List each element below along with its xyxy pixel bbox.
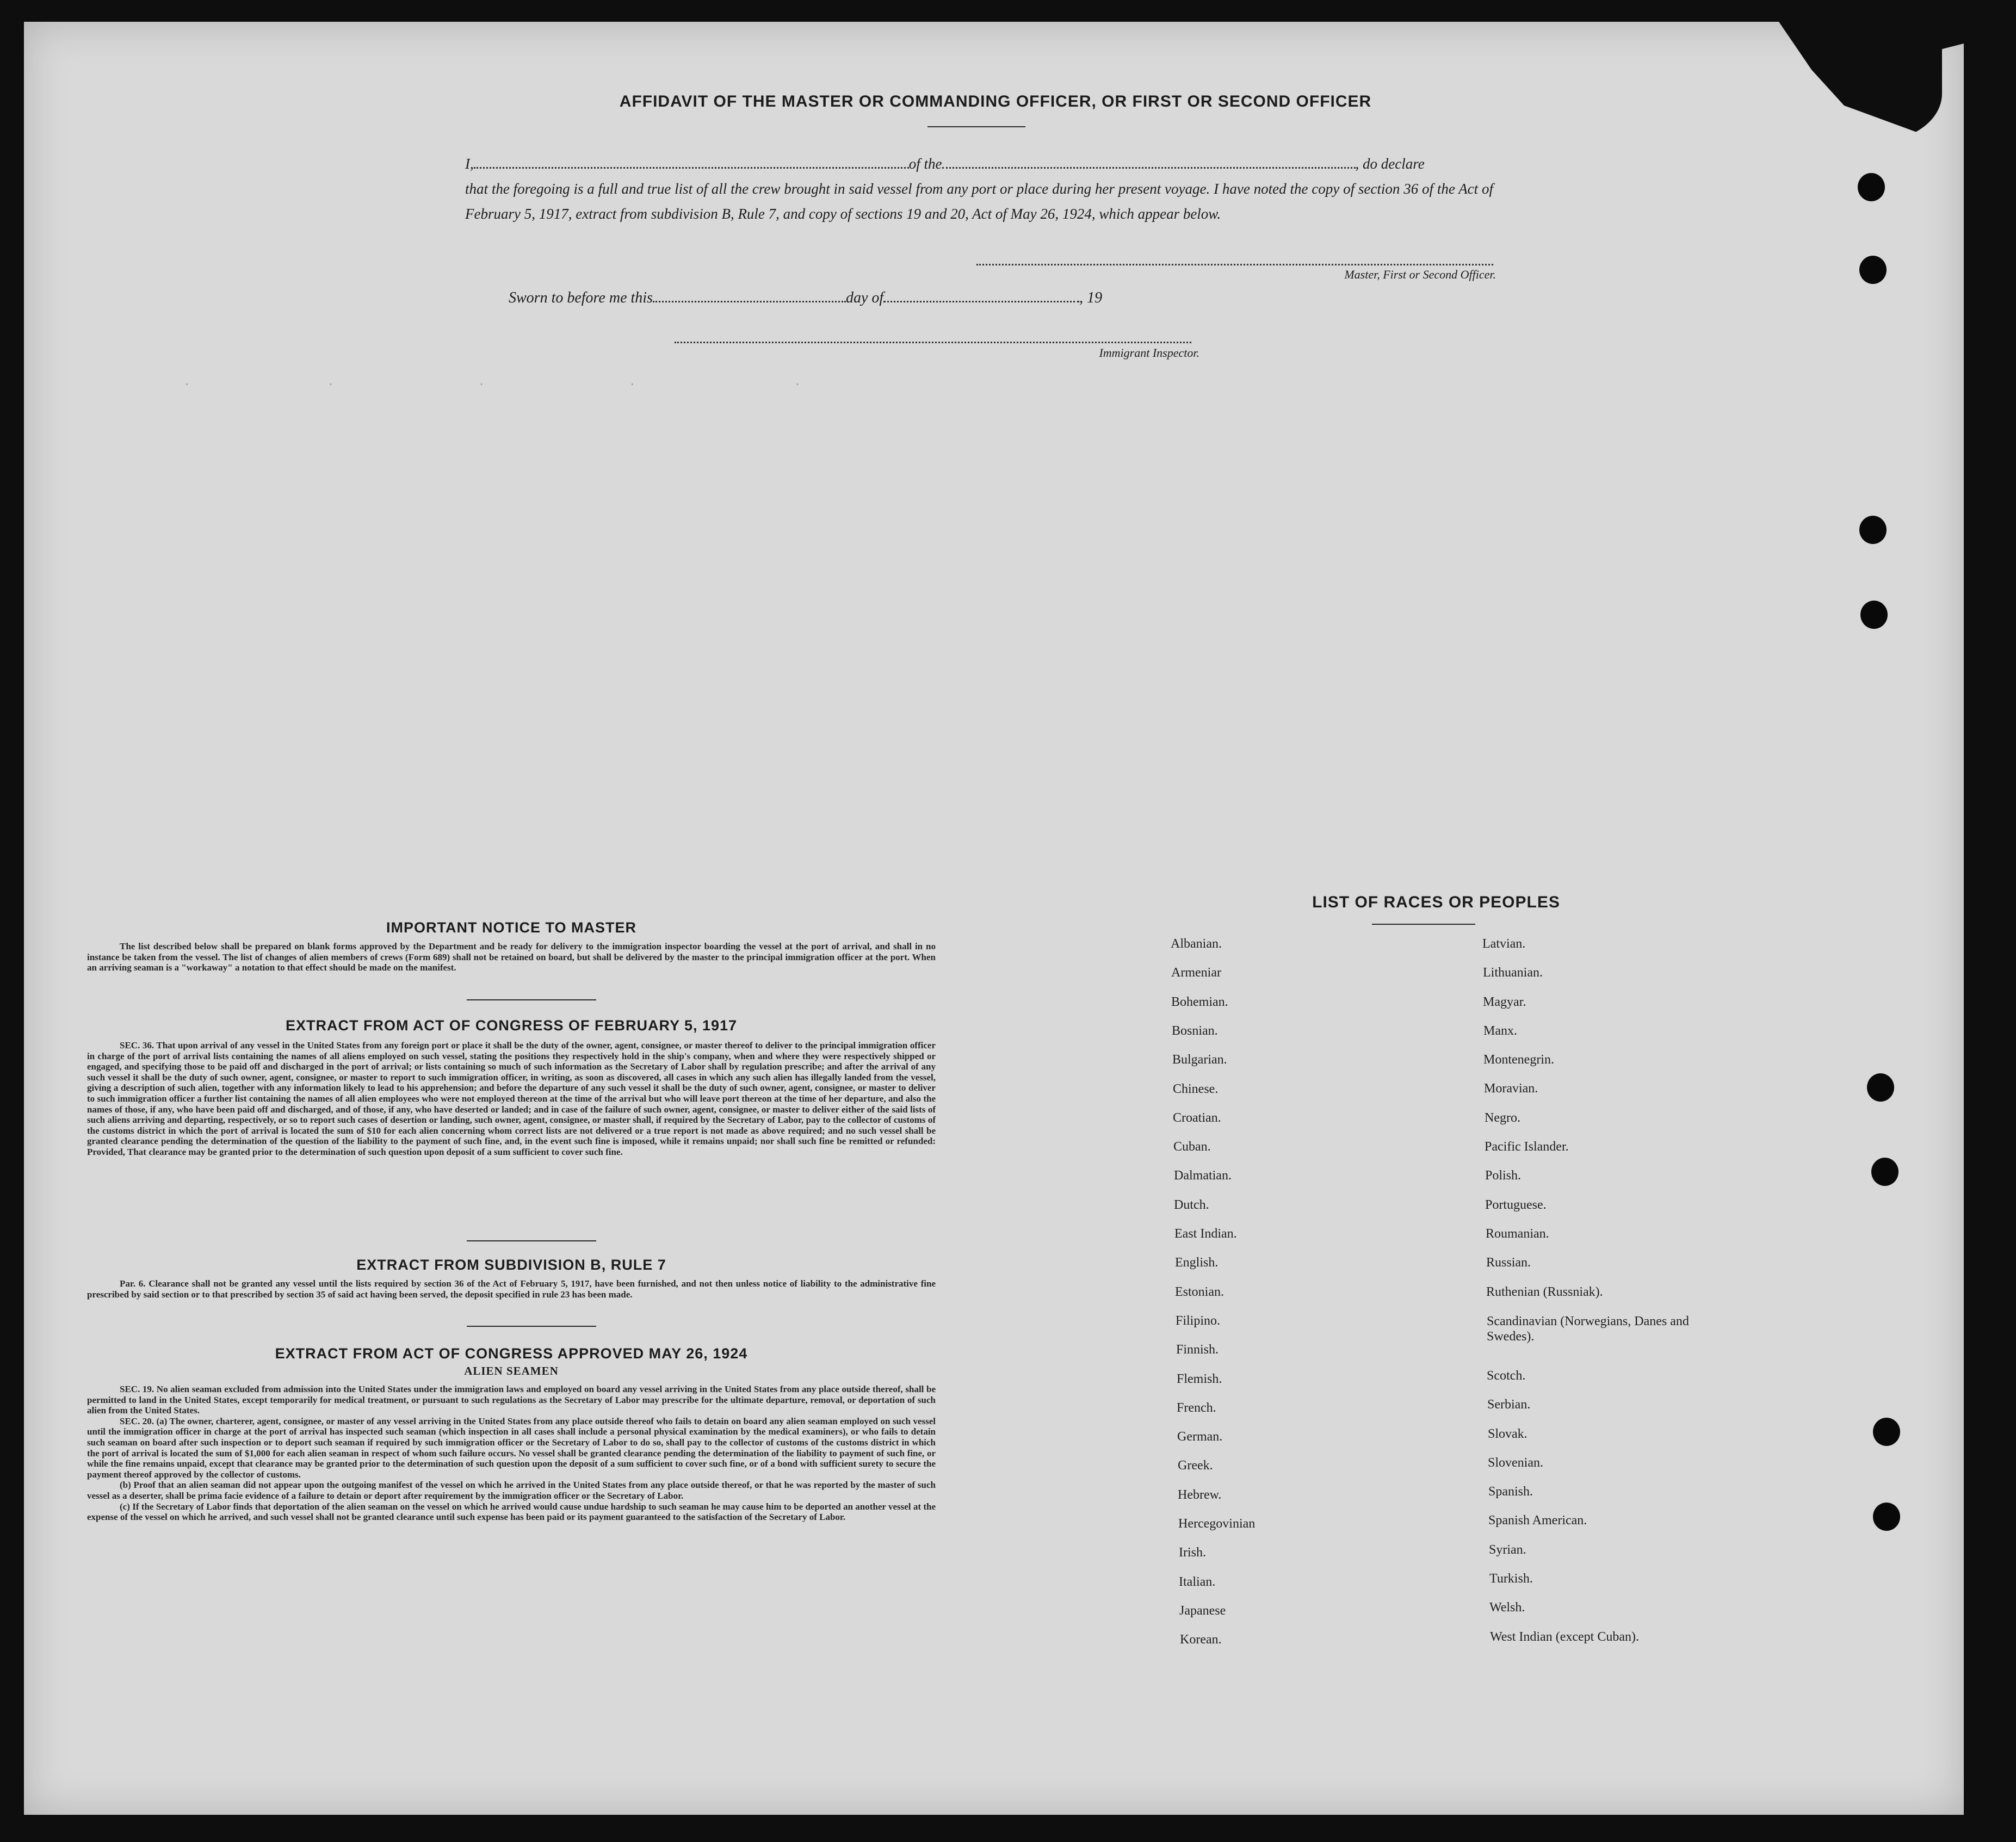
race-item: East Indian. (1174, 1227, 1237, 1241)
affidavit-declare: , do declare (1355, 156, 1425, 172)
signature-caption: Master, First or Second Officer. (1344, 268, 1496, 281)
punch-hole (1859, 256, 1887, 284)
race-item: Bosnian. (1172, 1024, 1218, 1038)
race-item: Manx. (1483, 1024, 1517, 1038)
race-item: Magyar. (1483, 995, 1526, 1009)
race-item: French. (1177, 1401, 1216, 1415)
extract-1917-text (87, 1040, 936, 1158)
divider (467, 1326, 596, 1327)
sworn-year: , 19 (1079, 289, 1103, 306)
race-item: Slovak. (1488, 1427, 1528, 1441)
section-20b-paragraph: (b) Proof that an alien seaman did not appear upon the outgoing manifest of the vessel on which he arrived in the United States from any place outside thereof, or that he was reported by the master of such vessel as a deserter, shall be prima facie evidence of a failure to detain or deport after requirement by the immigration officer or the Secretary of Labor. (87, 1480, 936, 1501)
race-item: Turkish. (1489, 1572, 1533, 1586)
race-item: Armeniar (1171, 966, 1221, 980)
race-item: Roumanian. (1486, 1227, 1549, 1241)
race-item: English. (1175, 1256, 1219, 1270)
affidavit-body (465, 151, 1493, 226)
race-item: Italian. (1179, 1575, 1216, 1589)
races-title: LIST OF RACES OR PEOPLES (1312, 893, 1560, 911)
race-item: Cuban. (1173, 1140, 1211, 1154)
race-item: Montenegrin. (1483, 1053, 1554, 1067)
race-item: Scotch. (1487, 1369, 1526, 1383)
divider (467, 999, 596, 1000)
divider (467, 1240, 596, 1241)
name-blank (474, 156, 909, 169)
race-item: Bohemian. (1171, 995, 1228, 1009)
rule-7-text (87, 1278, 936, 1300)
race-item: Spanish. (1488, 1485, 1533, 1499)
race-item: Japanese (1179, 1604, 1226, 1618)
race-item: Lithuanian. (1483, 966, 1543, 980)
sworn-prefix: Sworn to before me this (509, 289, 653, 306)
race-item: Finnish. (1176, 1343, 1219, 1357)
affidavit-of-the: of the (908, 156, 942, 172)
race-item: Negro. (1485, 1111, 1520, 1125)
race-item: Irish. (1179, 1546, 1206, 1560)
affidavit-i: I, (465, 156, 474, 172)
inspector-signature-line (675, 342, 1191, 343)
race-item: Latvian. (1482, 937, 1526, 951)
punch-hole (1860, 601, 1888, 629)
punch-hole (1858, 173, 1885, 201)
notice-text (87, 941, 936, 973)
race-item: Scandinavian (Norwegians, Danes and Swedes). (1487, 1314, 1689, 1344)
notice-title: IMPORTANT NOTICE TO MASTER (386, 919, 636, 936)
section-20a-paragraph: SEC. 20. (a) The owner, charterer, agent, consignee, or master of any vessel arriving in the United States from any place outside thereof who fails to detain on board any alien seaman employed on such vessel until the immigration officer in charge at the port of arrival has inspected such seaman (which inspection in all cases shall include a personal physical examination by the medical examiners), or who fails to detain such seaman on board after such inspection or to deport such seaman if required by such immigration officer or the Secretary of Labor to do so, shall pay to the collector of customs of the customs district in which the port of arrival is located the sum of $1,000 for each alien seaman in respect of whom such failure occurs. No vessel shall be granted clearance pending the determination of the liability to payment of such fine, or while the fine remains unpaid, except that clearance may be granted prior to the determination of such question upon the deposit of a sum sufficient to cover such fine, or of a bond with sufficient surety to secure the payment thereof approved by the collector of customs. (87, 1416, 936, 1480)
alien-seamen-subtitle: ALIEN SEAMEN (464, 1364, 559, 1377)
race-item: Serbian. (1487, 1398, 1531, 1412)
sworn-month-blank (883, 290, 1079, 302)
title-divider (927, 126, 1025, 127)
affidavit-title: AFFIDAVIT OF THE MASTER OR COMMANDING OFFICER, OR FIRST OR SECOND OFFICER (619, 92, 1372, 110)
race-item: Dalmatian. (1174, 1169, 1232, 1183)
race-item: German. (1177, 1430, 1223, 1444)
race-item: Welsh. (1489, 1600, 1525, 1615)
race-item: Portuguese. (1485, 1198, 1547, 1212)
rule-7-paragraph: Par. 6. Clearance shall not be granted any vessel until the lists required by section 36 of the Act of February 5, 1917, have been furnished, and not then unless notice of liability to the administrative fine prescribed by said section or to that prescribed by section 35 of said act having been served, the deposit specified in rule 23 has been made. (87, 1278, 936, 1300)
race-item: Flemish. (1177, 1372, 1222, 1386)
race-item: Hebrew. (1178, 1488, 1222, 1502)
section-20c-paragraph: (c) If the Secretary of Labor finds that deportation of the alien seaman on the vessel on which he arrived would cause undue hardship to such seaman he may cause him to be deported an another vessel at the expense of the vessel on which he arrived, and such vessel shall not be granted clearance until such expense has been paid or its payment guaranteed to the satisfaction of the Secretary of Labor. (87, 1501, 936, 1523)
race-item: Chinese. (1173, 1082, 1219, 1096)
notice-paragraph: The list described below shall be prepared on blank forms approved by the Department and be ready for delivery to the immigration inspector boarding the vessel at the port of arrival, and shall in no instance be taken from the vessel. The list of changes of alien members of crews (Form 689) shall not be retained on board, but shall be delivered by the master to the principal immigration officer at the port. When an arriving seaman is a "workaway" a notation to that effect should be made on the manifest. (87, 941, 936, 973)
race-item: Hercegovinian (1178, 1517, 1256, 1531)
races-divider (1372, 924, 1475, 925)
rule-7-title: EXTRACT FROM SUBDIVISION B, RULE 7 (356, 1257, 666, 1273)
punch-hole (1859, 516, 1887, 544)
race-item: Syrian. (1489, 1543, 1526, 1557)
extract-1924-title: EXTRACT FROM ACT OF CONGRESS APPROVED MAY 26, 1924 (275, 1345, 748, 1362)
race-item: Dutch. (1174, 1198, 1209, 1212)
race-item: Filipino. (1176, 1314, 1221, 1328)
race-item: Albanian. (1171, 937, 1222, 951)
race-item: West Indian (except Cuban). (1490, 1630, 1639, 1644)
section-19-paragraph: SEC. 19. No alien seaman excluded from admission into the United States under the immigration laws and employed on board any vessel arriving in the United States from any place outside thereof, shall be permitted to land in the United States, except temporarily for medical treatment, or pursuant to such regulations as the Secretary of Labor may prescribe for the ultimate departure, removal, or deportation of such alien from the United States. (87, 1384, 936, 1416)
vessel-blank (942, 156, 1356, 169)
race-item: Bulgarian. (1172, 1053, 1227, 1067)
race-item: Slovenian. (1488, 1456, 1543, 1470)
inspector-caption: Immigrant Inspector. (1099, 346, 1199, 360)
sworn-date-blank (653, 290, 846, 302)
race-item: Greek. (1178, 1458, 1213, 1473)
race-item: Pacific Islander. (1485, 1140, 1569, 1154)
sworn-line (509, 289, 1216, 307)
affidavit-statement: that the foregoing is a full and true list of all the crew brought in said vessel from any port or place during her present voyage. I have noted the copy of section 36 of the Act of February 5, 1917, extract from subdivision B, Rule 7, and copy of sections 19 and 20, Act of May 26, 1924, which appear below. (465, 181, 1493, 222)
bleed-through-text: . . . . . (33, 375, 801, 389)
punch-hole (1867, 1073, 1894, 1102)
sworn-day-of: day of (845, 289, 884, 306)
race-item: Polish. (1485, 1169, 1522, 1183)
race-item: Korean. (1180, 1633, 1222, 1647)
race-item: Croatian. (1173, 1111, 1221, 1125)
extract-1924-text (87, 1384, 936, 1523)
signature-line (976, 264, 1493, 265)
punch-hole (1871, 1158, 1898, 1186)
punch-hole (1873, 1418, 1900, 1446)
race-item: Ruthenian (Russniak). (1486, 1285, 1603, 1299)
punch-hole (1873, 1503, 1900, 1531)
race-item: Russian. (1486, 1256, 1531, 1270)
race-item: Moravian. (1484, 1081, 1538, 1096)
section-36-paragraph: SEC. 36. That upon arrival of any vessel in the United States from any foreign port or place it shall be the duty of the owner, agent, consignee, or master thereof to deliver to the principal immigration officer in charge of the port of arrival lists containing the names of all aliens employed on such vessel, stating the positions they respectively hold in the ship's company, when and where they were respectively shipped or engaged, and specifying those to be paid off and discharged in the port of arrival; or lists containing so much of such information as the Secretary of Labor shall by regulation prescribe; and after the arrival of any such vessel it shall be the duty of such owner, agent, consignee, or master to report to such immigration officer, in writing, as soon as discovered, all cases in which any such alien has illegally landed from the vessel, giving a description of such alien, together with any information likely to lead to his apprehension; and before the departure of any such vessel it shall be the duty of such owner, agent, consignee, or master to deliver to such immigration officer a further list containing the names of all alien employees who were not employed thereon at the time of the arrival but who will leave port thereon at the time of her departure, and also the names of those, if any, who have been paid off and discharged, and of those, if any, who have deserted or landed; and in case of the failure of such owner, agent, consignee, or master to deliver either of the said lists of such aliens arriving and departing, respectively, or so to report such cases of desertion or landing, such owner, agent, consignee, or master shall, if required by the Secretary of Labor, pay to the collector of customs of the customs district in which the port of arrival is located the sum of $10 for each alien concerning whom correct lists are not delivered or a true report is not made as above required; and no such vessel shall be granted clearance pending the determination of the question of the liability to the payment of such fine, and, in the event such fine is imposed, while it remains unpaid; nor shall such fine be remitted or refunded: Provided, That clearance may be granted prior to the determination of such question upon deposit of a sum sufficient to cover such fine. (87, 1040, 936, 1157)
race-item: Spanish American. (1488, 1513, 1587, 1528)
race-item: Estonian. (1175, 1285, 1224, 1299)
extract-1917-title: EXTRACT FROM ACT OF CONGRESS OF FEBRUARY 5, 1917 (285, 1017, 738, 1034)
